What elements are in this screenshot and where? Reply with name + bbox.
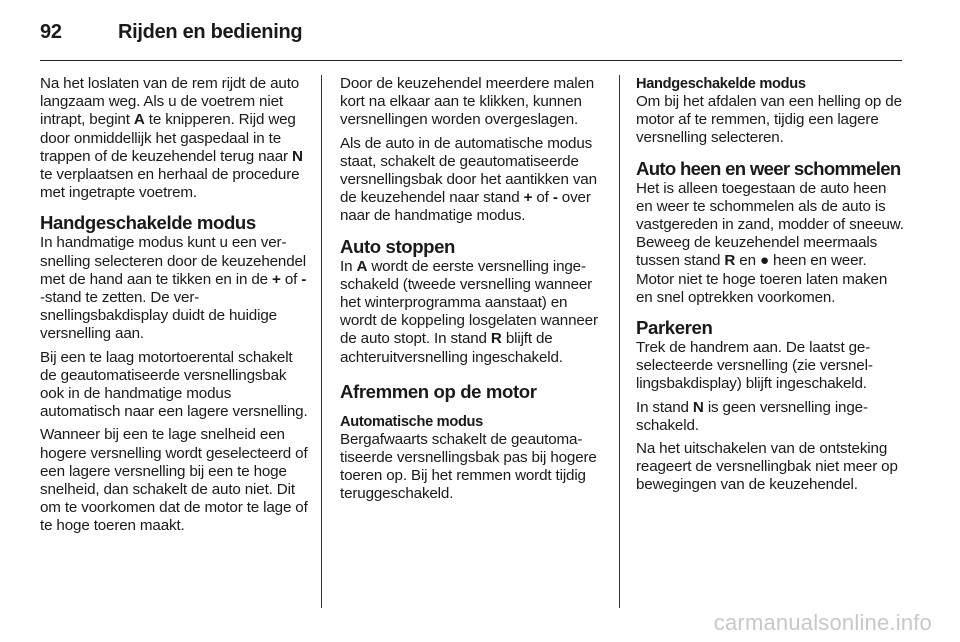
paragraph: Na het uitschakelen van de ontsteking reageert de versnellingbak niet meer op bewegingen van de keuzehendel. xyxy=(636,440,898,494)
section-heading-handgeschakelde-modus: Handgeschakelde modus xyxy=(40,212,256,234)
section-heading-auto-heen-en-weer-schommelen: Auto heen en weer schommelen xyxy=(636,157,901,179)
paragraph: Trek de handrem aan. De laatst geselecteerde versnelling (zie versnellingsbakdisplay) blijft ingeschakeld. xyxy=(636,339,873,393)
column-divider xyxy=(321,75,322,608)
section-heading-parkeren: Parkeren xyxy=(636,317,713,339)
header-rule xyxy=(40,60,902,61)
paragraph: Bij een te laag motortoerental schakelt de geautomatiseerde versnellingsbak ook in de handmatige modus automatisch naar een lagere versnelling. xyxy=(40,348,308,421)
paragraph: In stand N is geen versnelling ingeschakeld. xyxy=(636,398,869,434)
neutral-dot-icon: ● xyxy=(759,252,769,270)
paragraph: Als de auto in de automatische modus staat, schakelt de geautomatiseerde versnellingsbak door het aantikken van de keuzehendel naar stand + of - over naar de handmatige modus. xyxy=(340,134,597,225)
column-1 xyxy=(40,75,308,541)
watermark: carmanualsonline.info xyxy=(713,610,932,635)
paragraph: Door de keuzehendel meerdere malen kort na elkaar aan te klikken, kunnen versnellingen worden overgeslagen. xyxy=(340,75,595,129)
subheading-handgeschakelde-modus: Handgeschakelde modus xyxy=(636,76,806,92)
column-2 xyxy=(340,75,604,509)
page-title: Rijden en bediening xyxy=(118,20,303,43)
paragraph: Om bij het afdalen van een helling op de motor af te remmen, tijdig een lagere versnelling selecteren. xyxy=(636,93,902,147)
column-divider xyxy=(619,75,620,608)
column-3 xyxy=(636,75,904,500)
paragraph: In A wordt de eerste versnelling ingeschakeld (tweede versnelling wanneer het winterprogramma aanstaat) en wordt de koppeling losgelaten wanneer de auto stopt. In stand R blijft de achteruitversnelling ingeschakeld. xyxy=(340,257,598,366)
paragraph: Het is alleen toegestaan de auto heen en weer te schommelen als de auto is vastgereden in zand, modder of sneeuw. Beweeg de keuzehendel meermaals tussen stand R en ● heen en weer. Motor niet te hoge toeren laten maken en snel optrekken voorkomen. xyxy=(636,179,904,306)
paragraph: Wanneer bij een te lage snelheid een hogere versnelling wordt geselecteerd of een lagere versnelling bij een te hoge snelheid, dan schakelt de auto niet. Dit om te voorkomen dat de motor te lage of te hoge toeren maakt. xyxy=(40,426,308,535)
section-heading-auto-stoppen: Auto stoppen xyxy=(340,235,456,257)
paragraph: Na het loslaten van de rem rijdt de auto langzaam weg. Als u de voetrem niet intrapt, begint A te knipperen. Rijd weg door onmiddellijk het gaspedaal in te trappen of de keuzehendel terug naar N te verplaatsen en herhaal de procedure met ingetrapte voetrem. xyxy=(40,75,303,202)
page-number: 92 xyxy=(40,20,62,43)
paragraph: In handmatige modus kunt u een versnelling selecteren door de keuzehendel met de hand aan te tikken en in de + of --stand te zetten. De versnellingsbakdisplay duidt de huidige versnelling aan. xyxy=(40,234,307,343)
paragraph: Bergafwaarts schakelt de geautomatiseerde versnellingsbak pas bij hogere toeren op. Bij het remmen wordt tijdig teruggeschakeld. xyxy=(340,430,597,503)
subheading-automatische-modus: Automatische modus xyxy=(340,413,483,430)
page-header xyxy=(40,14,302,50)
section-heading-afremmen-op-de-motor: Afremmen op de motor xyxy=(340,380,537,402)
